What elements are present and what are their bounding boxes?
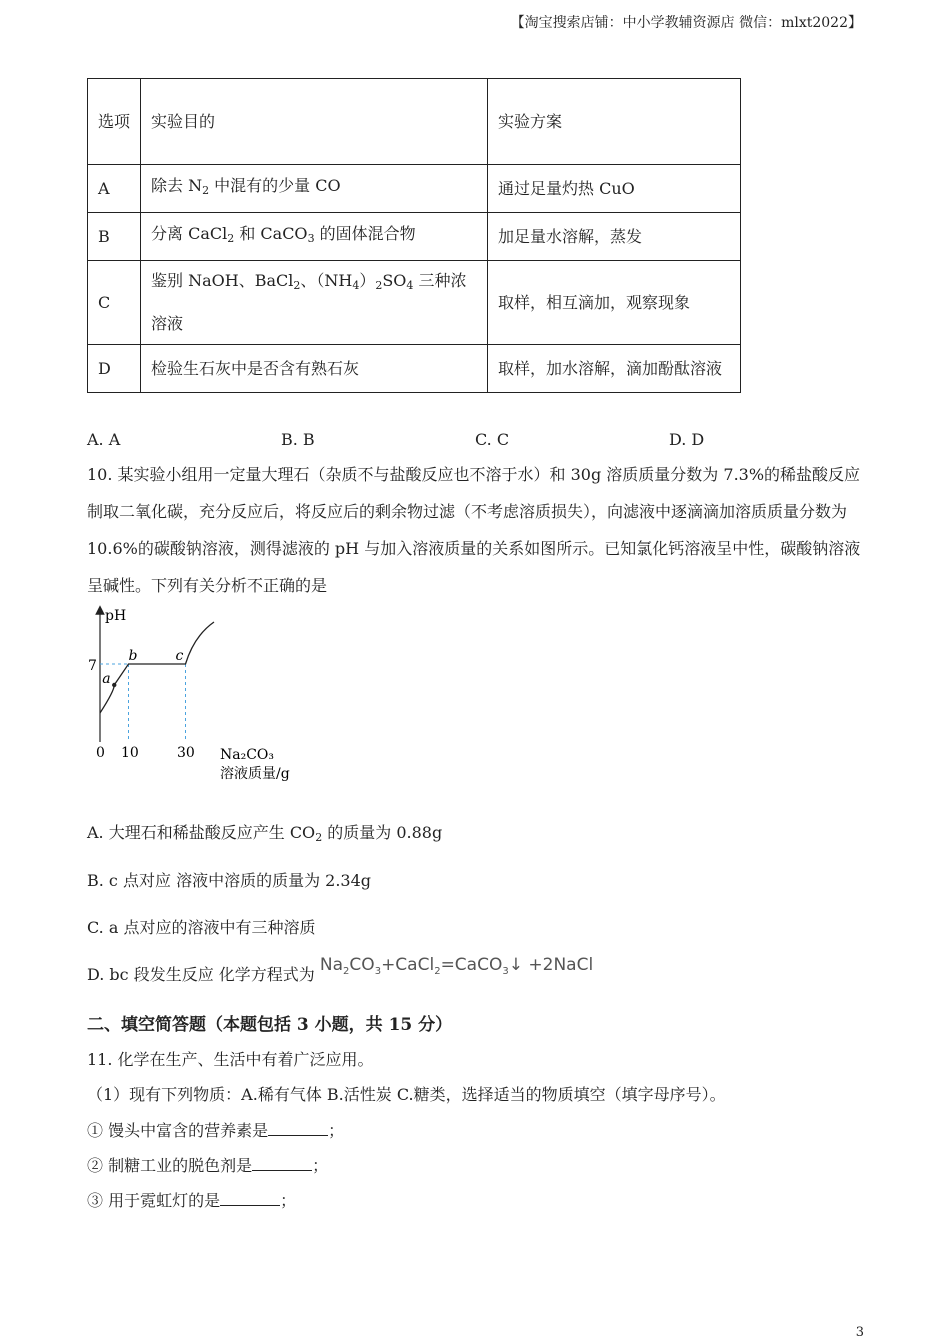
answer-blank[interactable]: [268, 1121, 328, 1136]
table-row: [88, 213, 741, 261]
choice-a[interactable]: A. A: [87, 430, 121, 449]
option-label: D: [88, 345, 141, 393]
x-tick-30: 30: [177, 745, 195, 761]
q10-option-d[interactable]: D. bc 段发生反应 化学方程式为 $Na_2CO_3+CaCl_2=CaCO_3↓$ +2NaCl: [87, 955, 594, 984]
page-header: 【淘宝搜索店铺：中小学教辅资源店 微信：mlxt2022】: [510, 15, 862, 31]
section-title: 二、填空简答题（本题包括 3 小题，共 15 分）: [87, 1015, 453, 1035]
col-option-header: 选项: [88, 79, 141, 165]
table-row: [88, 345, 741, 393]
x-tick-10: 10: [121, 745, 139, 761]
y-axis-label: pH: [105, 608, 127, 624]
answer-blank[interactable]: [220, 1191, 280, 1206]
q11-item1: ① 馒头中富含的营养素是 ；: [87, 1121, 345, 1140]
choice-d[interactable]: D. D: [669, 430, 705, 449]
choice-c[interactable]: C. C: [475, 430, 510, 449]
page-number: 3: [855, 1325, 864, 1340]
purpose-cell: 检验生石灰中是否含有熟石灰: [141, 345, 488, 393]
ph-chart: [80, 602, 320, 792]
q11-stem: 11. 化学在生产、生活中有着广泛应用。: [87, 1050, 374, 1069]
col-plan-header: 实验方案: [488, 79, 741, 165]
chemical-equation: $Na_2CO_3+CaCl_2=CaCO_3↓$ +2NaCl: [319, 955, 594, 977]
table-row: [88, 165, 741, 213]
purpose-cell: 除去 $N_2$ 中混有的少量 CO: [141, 165, 488, 213]
option-label: A: [88, 165, 141, 213]
answer-blank[interactable]: [252, 1156, 312, 1171]
purpose-cell: 分离 CaCl$_2$ 和 CaCO$_3$ 的固体混合物: [141, 213, 488, 261]
choice-b[interactable]: B. B: [281, 430, 315, 449]
purpose-cell: 鉴别 NaOH、BaCl$_2$、$(NH_4)_2SO_4$ 三种浓溶液: [141, 261, 488, 345]
plan-cell: 取样，相互滴加，观察现象: [488, 261, 741, 345]
x-tick-0: 0: [96, 745, 105, 761]
q11-item2: ② 制糖工业的脱色剂是 ；: [87, 1156, 329, 1175]
point-c-label: c: [175, 648, 184, 664]
q11-item3: ③ 用于霓虹灯的是 ；: [87, 1191, 297, 1210]
q10-option-a[interactable]: A. 大理石和稀盐酸反应产生 $CO_2$ 的质量为 0.88g: [87, 823, 443, 844]
options-table: [87, 78, 741, 393]
point-a-label: a: [102, 671, 111, 687]
y-tick-7: 7: [88, 658, 97, 674]
q11-part1: （1）现有下列物质：A.稀有气体 B.活性炭 C.糖类，选择适当的物质填空（填字母序号）。: [87, 1085, 726, 1104]
q10-stem: 10. 某实验小组用一定量大理石（杂质不与盐酸反应也不溶于水）和 30g 溶质质量分数为 7.3%的稀盐酸反应制取二氧化碳，充分反应后，将反应后的剩余物过滤（不考虑溶质损失），向滤液中逐滴滴加溶质质量分数为 10.6%的碳酸钠溶液，测得滤液的 pH 与加入溶液质量的关系如图所示。已知氯化钙溶液呈中性，碳酸钠溶液呈碱性。下列有关分析不正确的是: [87, 465, 861, 595]
plan-cell: 加足量水溶解，蒸发: [488, 213, 741, 261]
option-label: C: [88, 261, 141, 345]
point-a: [112, 683, 116, 687]
q10-option-b[interactable]: B. c 点对应 溶液中溶质的质量为 2.34g: [87, 871, 372, 890]
plan-cell: 通过足量灼热 CuO: [488, 165, 741, 213]
col-purpose-header: 实验目的: [141, 79, 488, 165]
table-row: [88, 261, 741, 345]
ph-curve: [100, 622, 214, 713]
q10-option-c[interactable]: C. a 点对应的溶液中有三种溶质: [87, 918, 316, 937]
option-label: B: [88, 213, 141, 261]
x-axis-label-1: Na₂CO₃: [220, 747, 275, 763]
plan-cell: 取样，加水溶解，滴加酚酞溶液: [488, 345, 741, 393]
x-axis-label-2: 溶液质量/g: [220, 766, 290, 782]
point-b-label: b: [128, 648, 138, 664]
